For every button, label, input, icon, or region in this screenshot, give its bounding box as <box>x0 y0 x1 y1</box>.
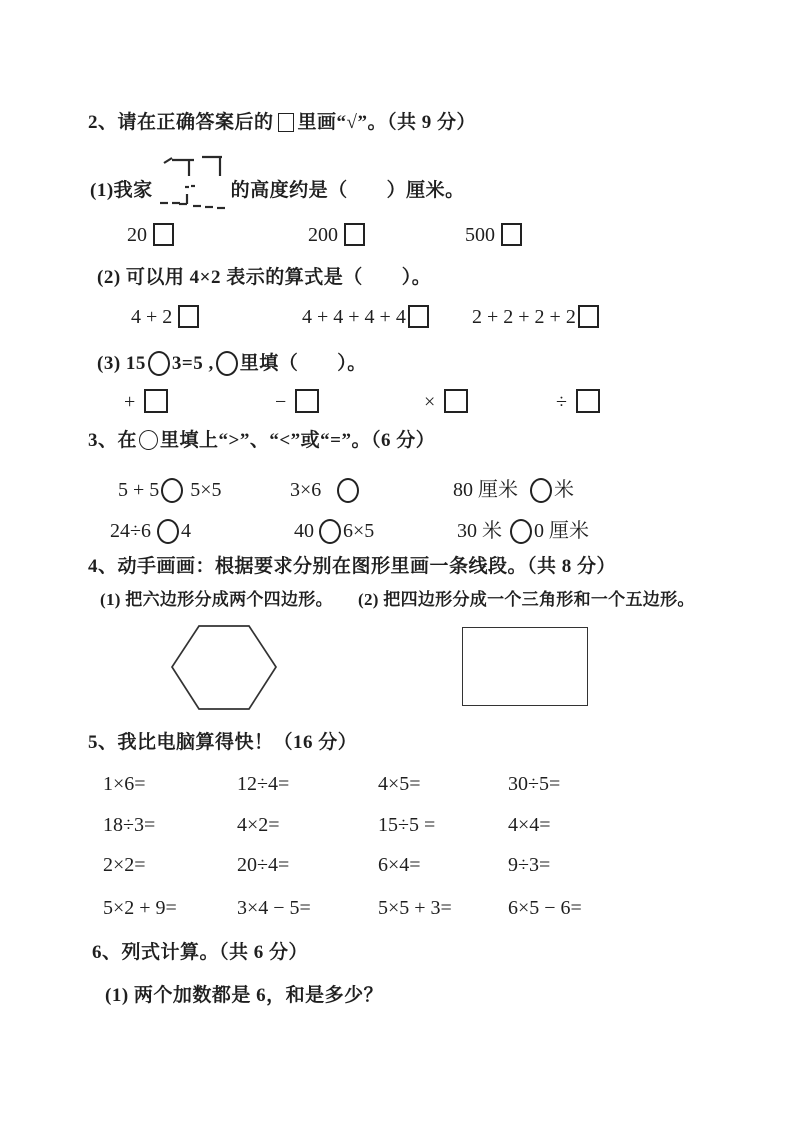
calc-problem: 6×5 − 6= <box>508 897 582 919</box>
comparison-left: 5 + 5 <box>118 479 160 501</box>
option-label: 20 <box>127 224 147 246</box>
option-label: 200 <box>308 224 338 246</box>
q2-sub2-line: (2) 可以用 4×2 表示的算式是（ ）。 <box>97 267 432 288</box>
q2-sub3-option <box>556 389 600 414</box>
calc-problem: 15÷5 = <box>378 814 436 836</box>
comparison-item <box>290 478 361 503</box>
q2-sub1-suffix: 的高度约是（ ）厘米。 <box>230 180 465 201</box>
q2-heading-suffix: 里画“√”。（共 9 分） <box>297 112 476 133</box>
answer-checkbox <box>576 389 600 413</box>
q6-heading: 6、列式计算。（共 6 分） <box>92 942 309 963</box>
q2-heading <box>88 111 476 135</box>
comparison-circle <box>337 478 359 503</box>
comparison-right: 0 厘米 <box>534 520 589 542</box>
q2-heading-prefix: 2、请在正确答案后的 <box>88 112 274 133</box>
calc-problem: 20÷4= <box>237 854 290 876</box>
q6-sub1: (1) 两个加数都是 6，和是多少？ <box>105 985 384 1006</box>
operator-label: × <box>424 391 436 413</box>
comparison-circle <box>510 519 532 544</box>
option-label: 2 + 2 + 2 + 2 <box>472 306 576 328</box>
q4-sub2: (2) 把四边形分成一个三角形和一个五边形。 <box>358 590 695 609</box>
calc-problem: 2×2= <box>103 854 146 876</box>
q2-sub3-option <box>124 389 168 414</box>
operator-label: + <box>124 391 136 413</box>
comparison-circle <box>319 519 341 544</box>
option-label: 4 + 4 + 4 + 4 <box>302 306 406 328</box>
calc-problem: 18÷3= <box>103 814 156 836</box>
answer-checkbox <box>444 389 468 413</box>
comparison-item <box>457 519 589 544</box>
q3-heading-prefix: 3、在 <box>88 430 138 451</box>
q2-sub1-option <box>308 223 365 247</box>
comparison-item <box>110 519 191 544</box>
q2-sub3-option <box>424 389 468 414</box>
comparison-right: 6×5 <box>343 520 375 542</box>
rectangle-shape <box>462 627 588 706</box>
answer-checkbox <box>408 305 429 328</box>
calc-problem: 30÷5= <box>508 773 561 795</box>
answer-checkbox <box>344 223 365 246</box>
calc-problem: 4×2= <box>237 814 280 836</box>
comparison-right: 米 <box>554 479 574 501</box>
calc-problem: 4×4= <box>508 814 551 836</box>
q2-sub1-option <box>465 223 522 247</box>
comparison-left: 30 米 <box>457 520 502 542</box>
answer-checkbox <box>295 389 319 413</box>
comparison-left: 24÷6 <box>110 520 151 542</box>
q4-sub1: (1) 把六边形分成两个四边形。 <box>100 590 333 609</box>
operator-label: ÷ <box>556 391 567 413</box>
comparison-item <box>118 478 222 503</box>
answer-checkbox <box>178 305 199 328</box>
calc-problem: 9÷3= <box>508 854 551 876</box>
comparison-circle <box>530 478 552 503</box>
q2-sub1-prefix: (1)我家 <box>90 180 153 201</box>
q2-sub3-option <box>275 389 319 414</box>
comparison-right: 5×5 <box>190 479 222 501</box>
q2-sub3-line <box>97 351 367 376</box>
calc-problem: 5×2 + 9= <box>103 897 177 919</box>
q2-sub3-part3: 里填（ ）。 <box>239 353 367 374</box>
operator-label: − <box>275 391 287 413</box>
hexagon-shape <box>165 621 280 715</box>
comparison-item <box>453 478 574 503</box>
answer-checkbox <box>578 305 599 328</box>
answer-checkbox <box>153 223 174 246</box>
q3-heading-suffix: 里填上“>”、“<”或“=”。（6 分） <box>160 430 436 451</box>
q2-sub2-option <box>131 305 199 329</box>
calc-problem: 4×5= <box>378 773 421 795</box>
comparison-left: 3×6 <box>290 479 322 501</box>
calc-problem: 3×4 − 5= <box>237 897 311 919</box>
q2-sub1-line <box>90 179 465 203</box>
q3-heading <box>88 429 435 453</box>
answer-circle <box>216 351 238 376</box>
calc-problem: 6×4= <box>378 854 421 876</box>
option-label: 4 + 2 <box>131 306 173 328</box>
comparison-right: 4 <box>180 520 191 542</box>
answer-circle <box>148 351 170 376</box>
q2-sub1-option <box>127 223 174 247</box>
q2-sub2-option <box>302 305 429 329</box>
calc-problem: 5×5 + 3= <box>378 897 452 919</box>
answer-checkbox <box>501 223 522 246</box>
comparison-item <box>294 519 374 544</box>
q2-sub3-part1: (3) 15 <box>97 353 146 374</box>
comparison-left: 40 <box>294 520 314 542</box>
answer-checkbox <box>278 113 294 132</box>
q2-sub3-part2: 3=5 , <box>171 353 214 374</box>
calc-problem: 12÷4= <box>237 773 290 795</box>
comparison-circle <box>161 478 183 503</box>
calc-problem: 1×6= <box>103 773 146 795</box>
comparison-left: 80 厘米 <box>453 479 518 501</box>
q4-heading: 4、动手画画：根据要求分别在图形里画一条线段。（共 8 分） <box>88 556 617 577</box>
q2-sub2-option <box>472 305 599 329</box>
comparison-circle <box>157 519 179 544</box>
answer-circle <box>139 430 158 450</box>
answer-checkbox <box>144 389 168 413</box>
q5-heading: 5、我比电脑算得快！（16 分） <box>88 732 358 753</box>
option-label: 500 <box>465 224 495 246</box>
